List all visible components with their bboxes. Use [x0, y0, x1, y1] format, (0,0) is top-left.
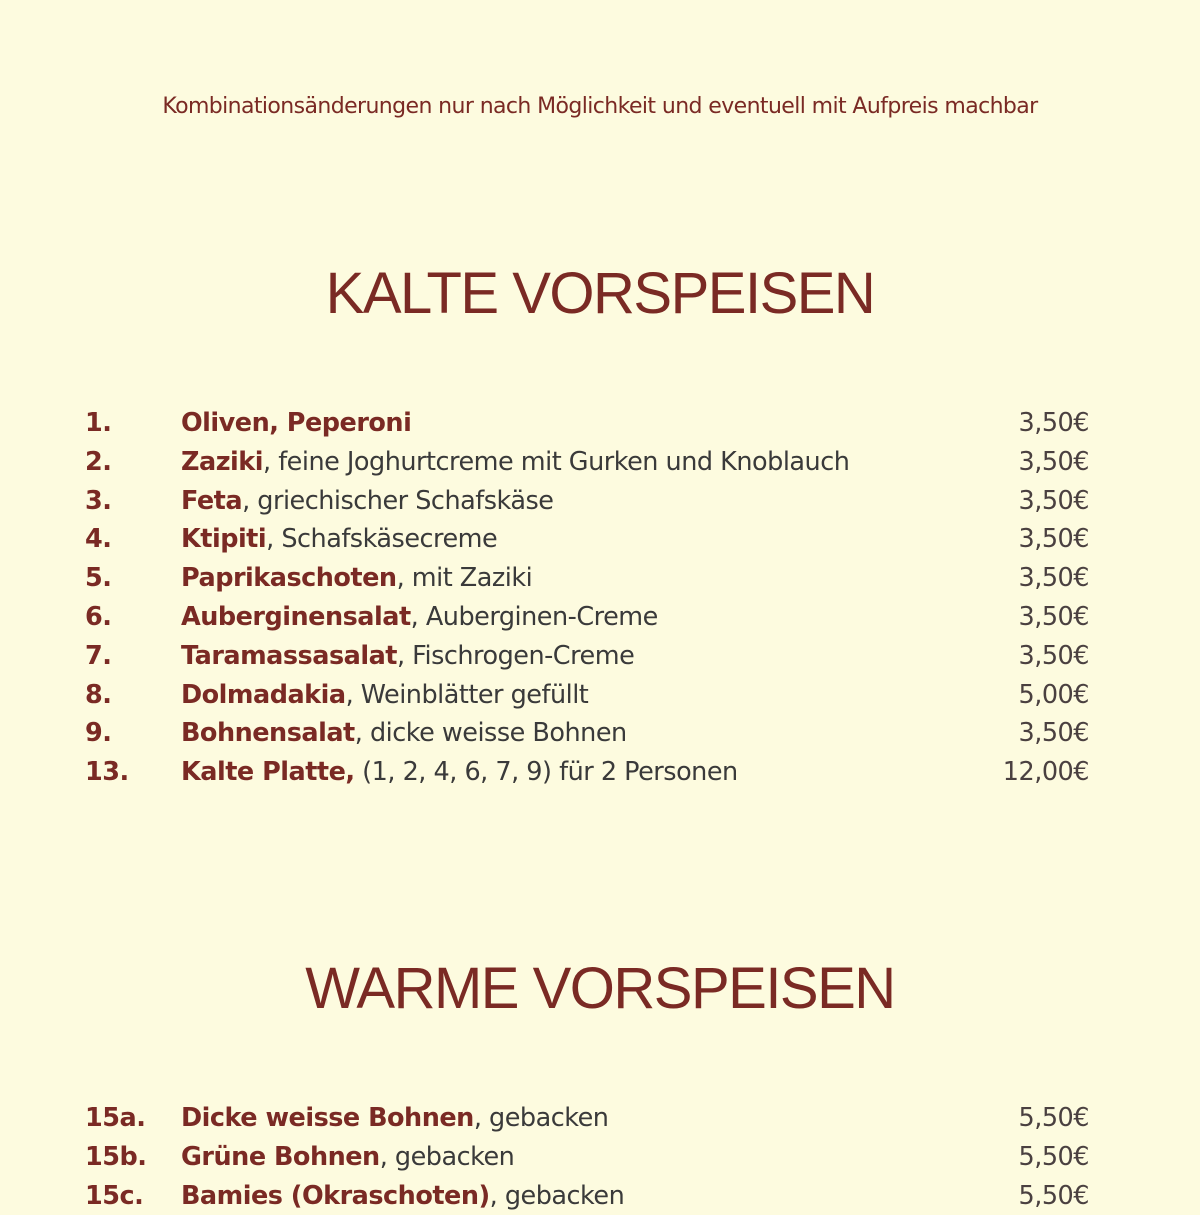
item-number: 15b.: [85, 1141, 147, 1172]
item-name: Kalte Platte,: [181, 757, 355, 788]
menu-list-kalte-vorspeisen: [0, 404, 1200, 792]
item-detail: , gebacken: [379, 1141, 515, 1172]
item-name: Auberginensalat: [181, 601, 411, 632]
menu-item: [0, 1099, 1200, 1138]
item-name: Feta: [181, 485, 243, 516]
item-description: [181, 559, 532, 597]
item-detail: (1, 2, 4, 6, 7, 9) für 2 Personen: [354, 757, 738, 788]
item-number: 5.: [85, 563, 112, 594]
menu-item: [0, 559, 1200, 598]
item-number: 13.: [85, 757, 129, 788]
item-name: Bohnensalat: [181, 718, 355, 749]
item-price: 12,00€: [1002, 757, 1089, 788]
item-price: 3,50€: [1018, 563, 1089, 594]
item-detail: , mit Zaziki: [396, 563, 533, 594]
item-name: Dolmadakia: [181, 679, 346, 710]
item-number: 8.: [85, 679, 112, 710]
item-detail: , dicke weisse Bohnen: [354, 718, 627, 749]
item-price: 5,00€: [1018, 679, 1089, 710]
item-description: [181, 714, 627, 752]
item-description: [181, 1099, 608, 1137]
item-price: 3,50€: [1018, 408, 1089, 438]
item-number: 3.: [85, 485, 112, 516]
item-number: 7.: [85, 640, 112, 671]
item-description: [181, 1177, 624, 1215]
item-price: 3,50€: [1018, 524, 1089, 555]
item-name: Paprikaschoten: [181, 563, 397, 594]
item-name: Ktipiti: [181, 524, 267, 555]
section-title-kalte-vorspeisen: KALTE VORSPEISEN: [325, 261, 875, 326]
menu-item: [0, 598, 1200, 637]
item-detail: , griechischer Schafskäse: [242, 485, 554, 516]
item-detail: , Schafskäsecreme: [266, 524, 498, 555]
item-number: 15a.: [85, 1103, 146, 1133]
item-name: Dicke weisse Bohnen: [181, 1103, 474, 1133]
menu-item: [0, 443, 1200, 482]
item-detail: , feine Joghurtcreme mit Gurken und Knoblauch: [262, 446, 850, 477]
item-description: [181, 637, 634, 675]
item-price: 3,50€: [1018, 485, 1089, 516]
item-number: 9.: [85, 718, 112, 749]
item-name: Oliven, Peperoni: [181, 408, 412, 438]
item-price: 5,50€: [1018, 1180, 1089, 1211]
menu-item: [0, 714, 1200, 753]
notice-text: Kombinationsänderungen nur nach Möglichkeit und eventuell mit Aufpreis machbar: [162, 94, 1038, 119]
item-detail: , Auberginen-Creme: [410, 601, 658, 632]
item-detail: , Weinblätter gefüllt: [345, 679, 589, 710]
menu-item: [0, 1138, 1200, 1177]
menu-item: [0, 482, 1200, 521]
item-name: Zaziki: [181, 446, 263, 477]
item-number: 1.: [85, 408, 112, 438]
item-description: [181, 598, 658, 636]
item-price: 3,50€: [1018, 718, 1089, 749]
menu-list-warme-vorspeisen: [0, 1099, 1200, 1215]
item-name: Grüne Bohnen: [181, 1141, 380, 1172]
item-detail: , gebacken: [489, 1180, 625, 1211]
item-detail: , Fischrogen-Creme: [396, 640, 635, 671]
menu-item: [0, 1177, 1200, 1215]
item-name: Bamies (Okraschoten): [181, 1180, 490, 1211]
item-description: [181, 1138, 514, 1176]
item-name: Taramassasalat: [181, 640, 397, 671]
item-price: 3,50€: [1018, 601, 1089, 632]
item-description: [181, 520, 497, 558]
menu-item: [0, 676, 1200, 715]
section-title-warme-vorspeisen: WARME VORSPEISEN: [305, 956, 895, 1021]
item-number: 4.: [85, 524, 112, 555]
menu-item: [0, 404, 1200, 443]
item-price: 5,50€: [1018, 1103, 1089, 1133]
item-number: 15c.: [85, 1180, 144, 1211]
item-description: [181, 404, 411, 442]
menu-item: [0, 753, 1200, 792]
item-description: [181, 443, 849, 481]
item-description: [181, 676, 588, 714]
item-number: 2.: [85, 446, 112, 477]
item-detail: , gebacken: [473, 1103, 609, 1133]
menu-item: [0, 637, 1200, 676]
menu-item: [0, 520, 1200, 559]
item-description: [181, 482, 553, 520]
item-number: 6.: [85, 601, 112, 632]
item-price: 3,50€: [1018, 446, 1089, 477]
item-description: [181, 753, 738, 791]
item-price: 3,50€: [1018, 640, 1089, 671]
item-price: 5,50€: [1018, 1141, 1089, 1172]
